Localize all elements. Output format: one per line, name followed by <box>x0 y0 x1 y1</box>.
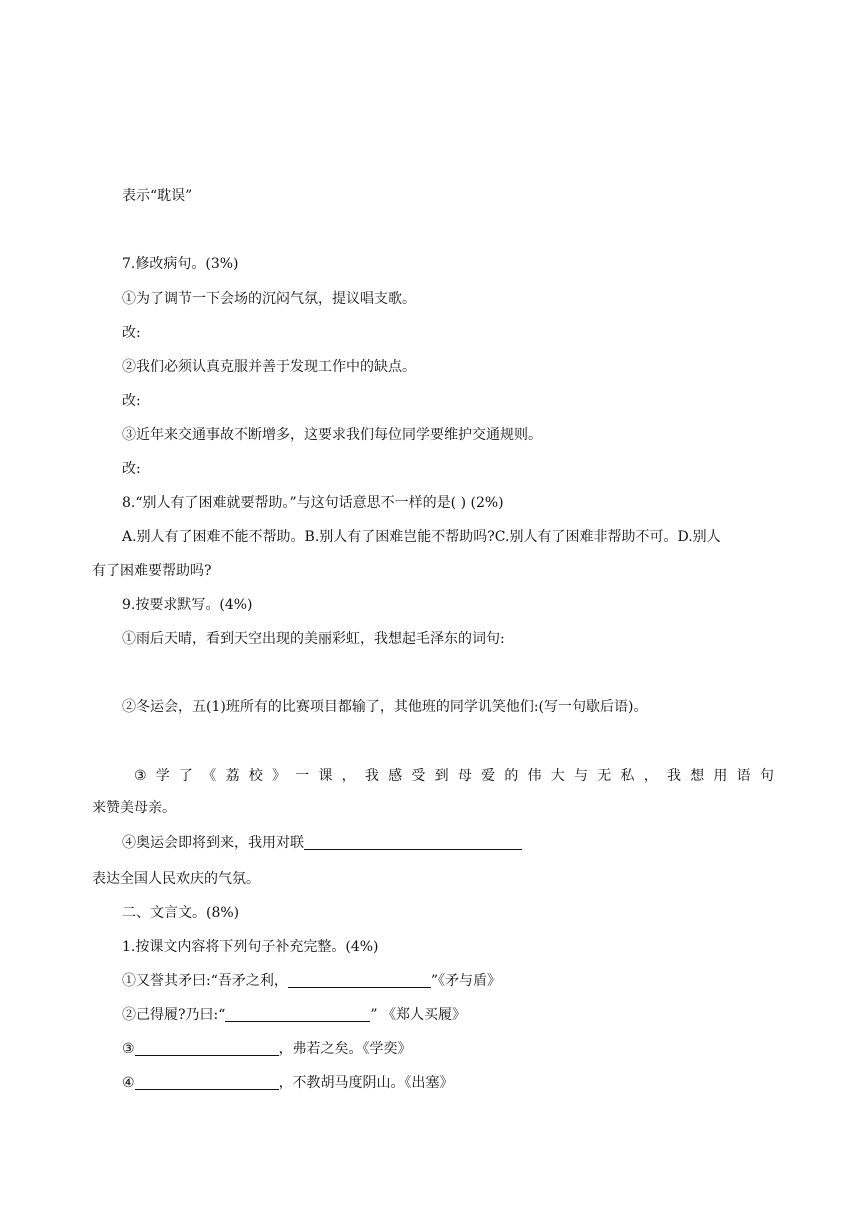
question-8-title: 8.“别人有了困难就要帮助。”与这句话意思不一样的是( ) (2%) <box>122 495 504 511</box>
question-9-item-4-continued: 表达全国人民欢庆的气氛。 <box>92 871 260 887</box>
spread-char: ③ <box>134 768 147 784</box>
question-9-item-3 <box>134 767 774 785</box>
question-9-item-4 <box>122 834 522 852</box>
spread-char: 受 <box>411 768 426 784</box>
question-7-title: 7.修改病句。(3%) <box>122 256 239 272</box>
spread-char: 用 <box>713 768 728 784</box>
text-line: 表示“耽误” <box>122 188 193 204</box>
question-7-item-3: ③近年来交通事故不断增多，这要求我们每位同学要维护交通规则。 <box>122 427 542 443</box>
spread-char: 荔 <box>225 768 240 784</box>
spread-char: 私 <box>620 768 635 784</box>
question-8-options-line-1: A.别人有了困难不能不帮助。B.别人有了困难岂能不帮助吗?C.别人有了困难非帮助不可。D.别人 <box>122 529 721 545</box>
item-text-before: ②己得履?乃曰:“ <box>122 1007 226 1023</box>
answer-blank[interactable] <box>288 973 431 988</box>
spread-char: ， <box>341 768 356 784</box>
question-9-item-4-text: ④奥运会即将到来，我用对联 <box>122 835 304 851</box>
spread-char: 伟 <box>527 768 542 784</box>
question-9-item-2: ②冬运会，五(1)班所有的比赛项目都输了，其他班的同学讥笑他们:(写一句歇后语)。 <box>122 699 648 715</box>
section-2-item-3 <box>122 1040 412 1058</box>
item-text-after: ，弗若之矣。《学奕》 <box>278 1041 412 1057</box>
item-text-after: ” 《郑人买履》 <box>370 1007 466 1023</box>
item-text-before: ①又誉其矛曰:“吾矛之利， <box>122 973 288 989</box>
section-2-item-1 <box>122 972 501 990</box>
item-text-after: ，不教胡马度阴山。《出塞》 <box>278 1075 454 1091</box>
correction-label-3: 改: <box>122 461 141 477</box>
spread-char: 一 <box>295 768 310 784</box>
spread-char: 语 <box>736 768 751 784</box>
answer-blank[interactable] <box>304 835 522 850</box>
spread-char: 》 <box>271 768 286 784</box>
spread-char: 学 <box>155 768 170 784</box>
spread-char: 与 <box>574 768 589 784</box>
spread-char: 我 <box>364 768 379 784</box>
item-text-before: ③ <box>122 1041 135 1057</box>
spread-char: 了 <box>179 768 194 784</box>
spread-char: 我 <box>666 768 681 784</box>
section-2-title: 二、文言文。(8%) <box>122 905 240 921</box>
spread-char: 的 <box>504 768 519 784</box>
spread-char: 课 <box>318 768 333 784</box>
question-7-item-1: ①为了调节一下会场的沉闷气氛，提议唱支歌。 <box>122 291 416 307</box>
spread-char: 大 <box>550 768 565 784</box>
question-9-title: 9.按要求默写。(4%) <box>122 597 253 613</box>
item-text-after: ”《矛与盾》 <box>430 973 502 989</box>
question-8-options-line-2: 有了困难要帮助吗? <box>92 563 212 579</box>
section-2-item-2 <box>122 1006 466 1024</box>
spread-char: 《 <box>202 768 217 784</box>
item-text-before: ④ <box>122 1075 135 1091</box>
section-2-item-4 <box>122 1074 454 1092</box>
spread-char: 句 <box>759 768 774 784</box>
spread-char: 无 <box>597 768 612 784</box>
spread-char: 母 <box>457 768 472 784</box>
question-7-item-2: ②我们必须认真克服并善于发现工作中的缺点。 <box>122 359 416 375</box>
spread-char: 爱 <box>481 768 496 784</box>
spread-char: 想 <box>690 768 705 784</box>
spread-char: 到 <box>434 768 449 784</box>
spread-char: ， <box>643 768 658 784</box>
answer-blank[interactable] <box>225 1007 370 1022</box>
answer-blank[interactable] <box>135 1075 279 1090</box>
correction-label-2: 改: <box>122 393 141 409</box>
section-2-question-1-title: 1.按课文内容将下列句子补充完整。(4%) <box>122 939 379 955</box>
answer-blank[interactable] <box>135 1041 279 1056</box>
spread-char: 校 <box>248 768 263 784</box>
correction-label-1: 改: <box>122 325 141 341</box>
spread-char: 感 <box>388 768 403 784</box>
question-9-item-1: ①雨后天晴，看到天空出现的美丽彩虹，我想起毛泽东的词句: <box>122 631 505 647</box>
question-9-item-3-continued: 来赞美母亲。 <box>92 800 176 816</box>
